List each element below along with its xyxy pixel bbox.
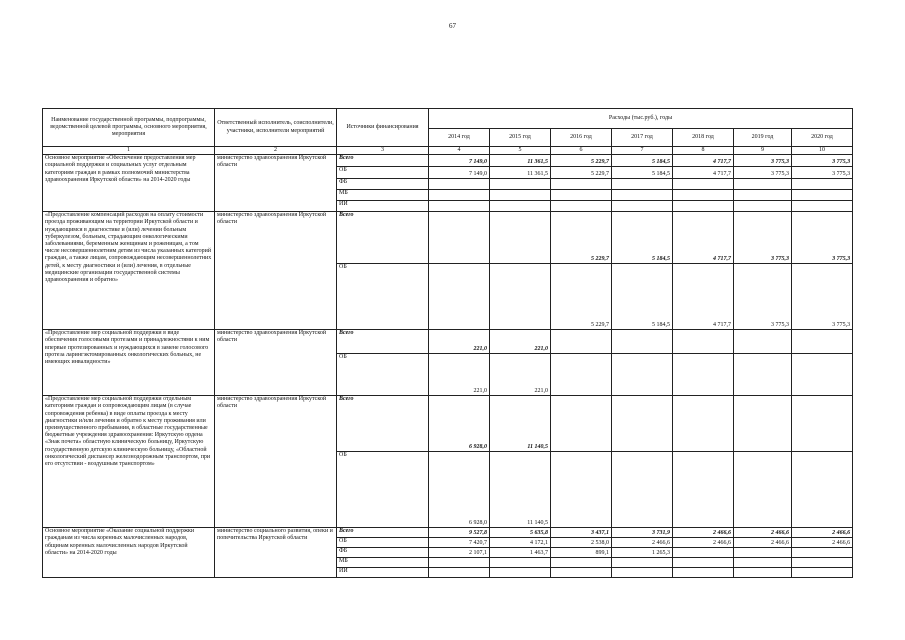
value-ob: [612, 452, 673, 528]
source-ob: ОБ: [337, 538, 429, 548]
value-ob: [612, 354, 673, 396]
value-total: 11 140,5: [490, 396, 551, 452]
value-ob: 5 184,5: [612, 264, 673, 330]
measure-executor: министерство социального развития, опеки и попечительства Иркутской области: [215, 528, 337, 578]
value-ob: [429, 264, 490, 330]
measure-name: «Предоставление мер социальной поддержки в виде обеспечения голосовыми протезами и принадлежностями к ним впервые протезированных и нуждающихся в замене голосового протеза ларингэктомированных онкологических больных, не имеющих инвалидности»: [43, 330, 215, 396]
measure-name: Основное мероприятие «Обеспечение предоставления мер социальной поддержки и социальных услуг отдельным категориям граждан в рамках полномочий министерства здравоохранения Иркутской области» на 2014-2020 годы: [43, 155, 215, 212]
value-total: [734, 396, 792, 452]
measure-executor: министерство здравоохранения Иркутской области: [215, 212, 337, 330]
value-total: [612, 396, 673, 452]
value-ob: 7 420,7: [429, 538, 490, 548]
measure-executor: министерство здравоохранения Иркутской области: [215, 396, 337, 528]
value-ob: 2 466,6: [612, 538, 673, 548]
col-number: 2: [215, 147, 337, 155]
value-ob: 4 717,7: [673, 167, 734, 179]
measure-name: «Предоставление компенсаций расходов на оплату стоимости проезда проживающим на территории Иркутской области и нуждающимся в диагностике и (или) лечении больным туберкулезом, больным, страдающим онкологическими заболеваниями, беременным женщинам и роженицам, а том числе несовершеннолетним детям из числа указанных категорий граждан, а также лицам, сопровождающим несовершеннолетних детей, к месту диагностики и (или) лечения, в отдельные медицинские организации государственной системы здравоохранения и обратно»: [43, 212, 215, 330]
budget-table: [42, 108, 853, 578]
value-ob: [792, 452, 853, 528]
col-number: 7: [612, 147, 673, 155]
header-year: 2016 год: [551, 129, 612, 147]
source-total: Всего: [337, 396, 429, 452]
value-total: [551, 396, 612, 452]
source-ob: ОБ: [337, 452, 429, 528]
value-total: [673, 396, 734, 452]
header-name: Наименование государственной программы, подпрограммы, ведомственной целевой программы, основного мероприятия, мероприятия: [43, 109, 215, 147]
value-ob: [673, 354, 734, 396]
source-total: Всего: [337, 330, 429, 354]
value-total: 221,0: [490, 330, 551, 354]
value-total: 5 184,5: [612, 212, 673, 264]
source-fb: ФБ: [337, 179, 429, 190]
source-ii: ИИ: [337, 201, 429, 212]
value-total: 4 717,7: [673, 155, 734, 167]
value-ob: [551, 354, 612, 396]
source-ii: ИИ: [337, 568, 429, 578]
value-total: [734, 330, 792, 354]
source-total: Всего: [337, 528, 429, 538]
value-ob: 2 466,6: [673, 538, 734, 548]
measure-executor: министерство здравоохранения Иркутской области: [215, 155, 337, 212]
value-ob: [734, 452, 792, 528]
value-fb: 899,1: [551, 548, 612, 558]
source-ob: ОБ: [337, 264, 429, 330]
header-year: 2019 год: [734, 129, 792, 147]
value-total: 9 527,8: [429, 528, 490, 538]
col-number: 10: [792, 147, 853, 155]
source-ob: ОБ: [337, 167, 429, 179]
value-fb: [792, 548, 853, 558]
col-number: 3: [337, 147, 429, 155]
source-total: Всего: [337, 155, 429, 167]
value-total: [551, 330, 612, 354]
value-ob: 3 775,3: [734, 167, 792, 179]
value-ob: 5 229,7: [551, 264, 612, 330]
header-year: 2020 год: [792, 129, 853, 147]
col-number: 9: [734, 147, 792, 155]
header-year: 2014 год: [429, 129, 490, 147]
value-total: [792, 330, 853, 354]
value-total: [673, 330, 734, 354]
value-total: [429, 212, 490, 264]
value-ob: 3 775,3: [734, 264, 792, 330]
measure-name: «Предоставление мер социальной поддержки отдельным категориям граждан и сопровождающим лицам (в случае сопровождения ребенка) в виде оплаты проезда к месту диагностики и/или лечения и обратно к месту проживания или преимущественного пребывания, в областные государственные бюджетные учреждения здравоохранения: Иркутскую ордена «Знак почета» областную клиническую больницу, Иркутскую государственную детскую клиническую больницу, «Областной онкологический диспансер железнодорожным транспортом, при его отсутствии - воздушным транспортом»: [43, 396, 215, 528]
value-ob: 221,0: [429, 354, 490, 396]
header-year: 2018 год: [673, 129, 734, 147]
value-ob: [673, 452, 734, 528]
source-mb: МБ: [337, 190, 429, 201]
value-total: [490, 212, 551, 264]
value-total: 221,0: [429, 330, 490, 354]
value-total: 2 466,6: [792, 528, 853, 538]
col-number: 6: [551, 147, 612, 155]
value-total: 7 149,0: [429, 155, 490, 167]
value-ob: 5 184,5: [612, 167, 673, 179]
col-number: 5: [490, 147, 551, 155]
value-ob: 221,0: [490, 354, 551, 396]
source-fb: ФБ: [337, 548, 429, 558]
value-ob: 4 172,1: [490, 538, 551, 548]
value-ob: 4 717,7: [673, 264, 734, 330]
header-year: 2017 год: [612, 129, 673, 147]
value-ob: [490, 264, 551, 330]
value-total: 3 437,1: [551, 528, 612, 538]
value-total: 3 775,3: [734, 212, 792, 264]
value-ob: [551, 452, 612, 528]
value-total: 5 184,5: [612, 155, 673, 167]
value-ob: 3 775,3: [792, 167, 853, 179]
value-total: 2 466,6: [673, 528, 734, 538]
value-total: 3 731,9: [612, 528, 673, 538]
col-number: 4: [429, 147, 490, 155]
value-total: 5 635,8: [490, 528, 551, 538]
source-ob: ОБ: [337, 354, 429, 396]
value-total: 11 361,5: [490, 155, 551, 167]
source-mb: МБ: [337, 558, 429, 568]
value-total: 5 229,7: [551, 155, 612, 167]
value-total: 4 717,7: [673, 212, 734, 264]
value-fb: 2 107,1: [429, 548, 490, 558]
value-fb: [734, 548, 792, 558]
header-year: 2015 год: [490, 129, 551, 147]
value-ob: [792, 354, 853, 396]
value-ob: 11 361,5: [490, 167, 551, 179]
value-ob: [734, 354, 792, 396]
value-total: 2 466,6: [734, 528, 792, 538]
source-total: Всего: [337, 212, 429, 264]
value-total: 6 928,0: [429, 396, 490, 452]
value-ob: 3 775,3: [792, 264, 853, 330]
value-ob: 2 538,0: [551, 538, 612, 548]
value-ob: 2 466,6: [734, 538, 792, 548]
value-fb: [673, 548, 734, 558]
value-total: [792, 396, 853, 452]
value-ob: 2 466,6: [792, 538, 853, 548]
measure-name: Основное мероприятие «Оказание социальной поддержки гражданам из числа коренных малочисленных народов, общинам коренных малочисленных народов Иркутской области» на 2014-2020 годы: [43, 528, 215, 578]
col-number: 8: [673, 147, 734, 155]
value-total: 5 229,7: [551, 212, 612, 264]
page-number: 67: [449, 22, 456, 30]
value-fb: 1 265,3: [612, 548, 673, 558]
value-ob: 7 149,0: [429, 167, 490, 179]
value-total: [612, 330, 673, 354]
col-number: 1: [43, 147, 215, 155]
value-ob: 6 928,0: [429, 452, 490, 528]
value-ob: 5 229,7: [551, 167, 612, 179]
value-fb: 1 463,7: [490, 548, 551, 558]
measure-executor: министерство здравоохранения Иркутской области: [215, 330, 337, 396]
header-expenses: Расходы (тыс.руб.), годы: [429, 109, 853, 129]
value-total: 3 775,3: [792, 212, 853, 264]
header-source: Источники финансирования: [337, 109, 429, 147]
value-total: 3 775,3: [734, 155, 792, 167]
value-ob: 11 140,5: [490, 452, 551, 528]
value-total: 3 775,3: [792, 155, 853, 167]
header-executor: Ответственный исполнитель, соисполнители, участники, исполнители мероприятий: [215, 109, 337, 147]
